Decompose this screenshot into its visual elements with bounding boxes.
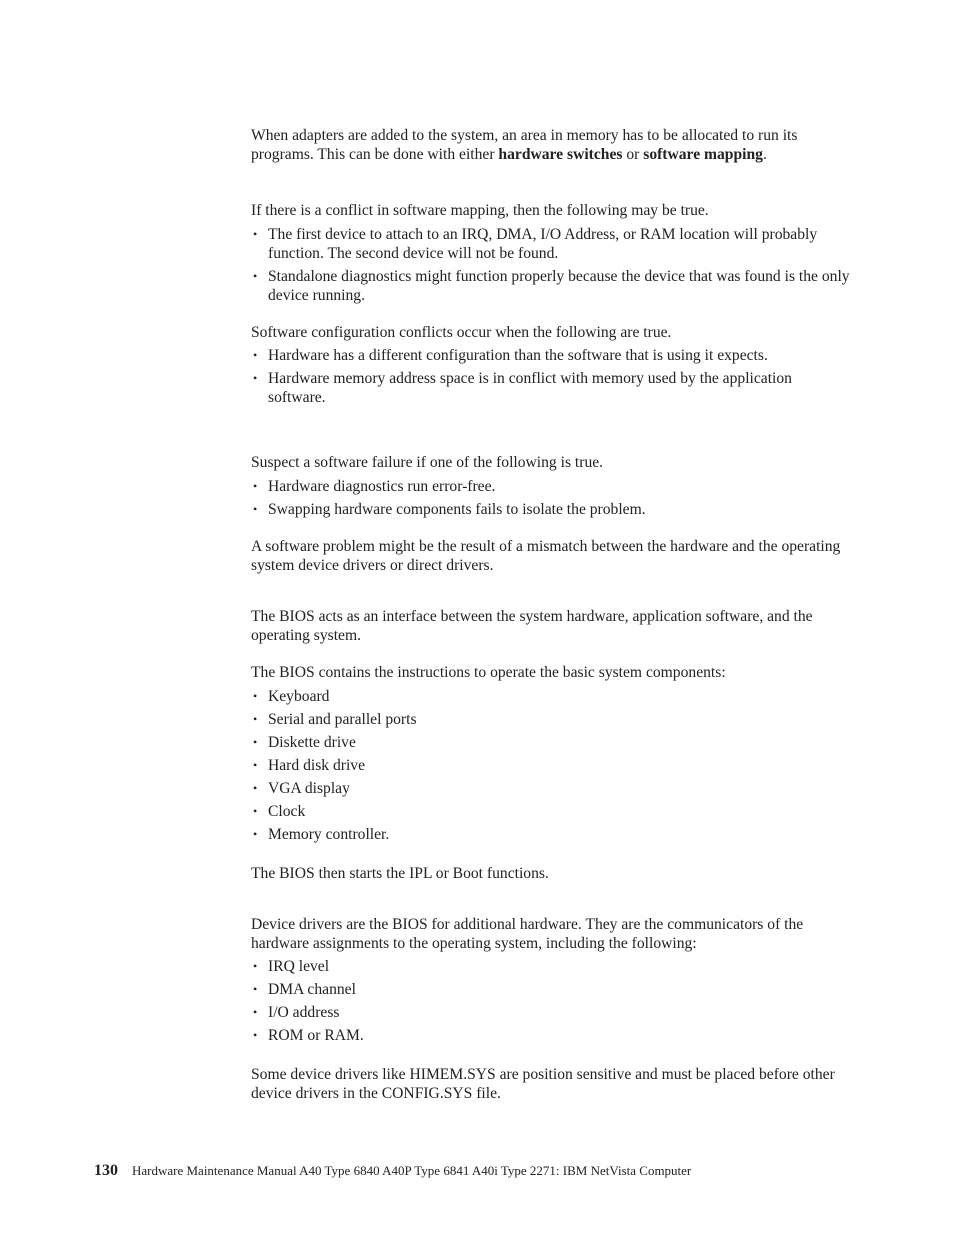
list-item: • DMA channel: [251, 980, 851, 999]
manual-title: Hardware Maintenance Manual A40 Type 6840 A40P Type 6841 A40i Type 2271: IBM NetVista Computer: [132, 1163, 692, 1178]
list-configuration-conflicts: [251, 346, 851, 407]
paragraph-software-mismatch: A software problem might be the result of a mismatch between the hardware and the operating system device drivers or direct drivers.: [251, 538, 841, 574]
list-mapping-conflict: [251, 225, 851, 305]
list-device-driver-assignments: [251, 957, 851, 1045]
paragraph-himem-config: Some device drivers like HIMEM.SYS are position sensitive and must be placed before other device drivers in the CONFIG.SYS file.: [251, 1066, 835, 1102]
list-item: • VGA display: [251, 779, 851, 798]
paragraph-software-mapping-conflict: If there is a conflict in software mapping, then the following may be true.: [251, 202, 709, 219]
list-item: • Hardware diagnostics run error-free.: [251, 477, 851, 496]
bold-term-software-mapping: software mapping: [643, 146, 763, 163]
list-item: • The first device to attach to an IRQ, DMA, I/O Address, or RAM location will probably function. The second device will not be found.: [251, 225, 851, 263]
text: When adapters are added to the system, an area in memory has to be allocated to run its programs. This can be done with either: [251, 127, 798, 163]
list-item: • Memory controller.: [251, 825, 851, 844]
list-item: • Serial and parallel ports: [251, 710, 851, 729]
paragraph-software-failure: Suspect a software failure if one of the following is true.: [251, 454, 604, 471]
text: .: [762, 146, 767, 163]
paragraph-bios-interface: The BIOS acts as an interface between the system hardware, application software, and the operating system.: [251, 608, 813, 644]
list-item: • Standalone diagnostics might function properly because the device that was found is the only device running.: [251, 267, 851, 305]
list-item: • I/O address: [251, 1003, 851, 1022]
paragraph-bios-components: The BIOS contains the instructions to operate the basic system components:: [251, 664, 726, 681]
paragraph-bios-boot: The BIOS then starts the IPL or Boot functions.: [251, 865, 549, 882]
list-item: • ROM or RAM.: [251, 1026, 851, 1045]
text: or: [622, 146, 644, 163]
list-item: • IRQ level: [251, 957, 851, 976]
list-item: • Hardware has a different configuration than the software that is using it expects.: [251, 346, 851, 365]
list-item: • Swapping hardware components fails to isolate the problem.: [251, 500, 851, 519]
page-number: 130: [94, 1162, 118, 1179]
paragraph-configuration-conflicts: Software configuration conflicts occur when the following are true.: [251, 324, 672, 341]
page-footer: [94, 1162, 691, 1180]
list-bios-components: [251, 687, 851, 844]
list-item: • Hardware memory address space is in conflict with memory used by the application software.: [251, 369, 851, 407]
list-item: • Hard disk drive: [251, 756, 851, 775]
list-item: • Clock: [251, 802, 851, 821]
paragraph-device-drivers: Device drivers are the BIOS for additional hardware. They are the communicators of the hardware assignments to the operating system, including the following:: [251, 916, 804, 952]
list-software-failure: [251, 477, 851, 519]
bold-term-hardware-switches: hardware switches: [498, 146, 623, 163]
list-item: • Diskette drive: [251, 733, 851, 752]
paragraph-adapters-memory: [251, 126, 851, 164]
list-item: • Keyboard: [251, 687, 851, 706]
